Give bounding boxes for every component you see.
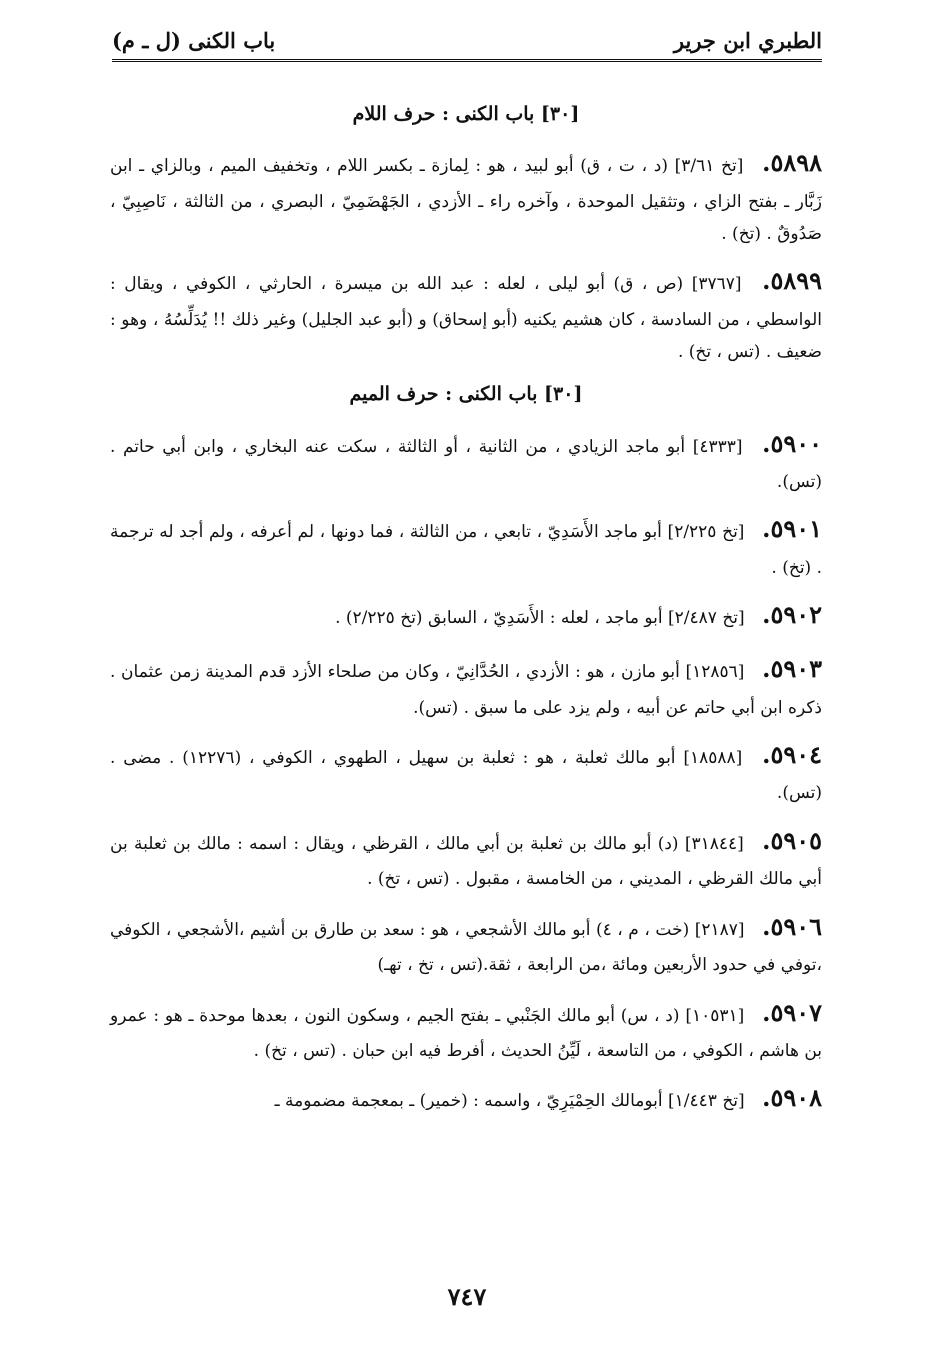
entry-text: [تخ ١/٤٤٣] أبومالك الحِمْيَرِيّ ، واسمه : (خمير) ـ بمعجمة مضمومة ـ	[274, 1091, 745, 1112]
header-book-title: الطبري ابن جرير	[673, 28, 822, 53]
entry	[110, 421, 822, 499]
entry-number: ٥٩٠٢.	[762, 600, 822, 630]
entry	[110, 646, 822, 724]
entry-text: [تخ ٣/٦١] (د ، ت ، ق) أبو لبيد ، هو : لِمازة ـ بكسر اللام ، وتخفيف الميم ، وبالزاي ـ ابن زَبَّار ـ بفتح الزاي ، وتثقيل الموحدة ، وآخره راء ـ الأزدي ، الجَهْضَمِيّ ، البصري ، من الثالثة ، نَاصِبِيّ ، صَدُوقٌ . (تخ) .	[110, 156, 822, 244]
entry-text: [٣١٨٤٤] (د) أبو مالك بن ثعلبة بن أبي مالك ، القرظي ، ويقال : اسمه : مالك بن ثعلبة بن أبي مالك القرظي ، المديني ، من الخامسة ، مقبول . (تس ، تخ) .	[110, 833, 822, 890]
entry-number: ٥٩٠٤.	[762, 739, 823, 769]
entry-number: ٥٩٠٦.	[762, 911, 822, 941]
running-header	[112, 28, 822, 62]
entry	[110, 258, 822, 368]
entry	[110, 990, 822, 1068]
entry-text: [١٢٨٥٦] أبو مازن ، هو : الأزدي ، الحُدَّانِيّ ، وكان من صلحاء الأزد قدم المدينة زمن عثمان . ذكره ابن أبي حاتم عن أبيه ، ولم يزد على ما سبق . (تس).	[110, 661, 822, 718]
entry-number: ٥٩٠٨.	[762, 1083, 822, 1113]
entry	[110, 732, 822, 810]
entry-text: [٣٧٦٧] (ص ، ق) أبو ليلى ، لعله : عبد الله بن ميسرة ، الحارثي ، الكوفي ، ويقال : الواسطي ، من السادسة ، كان هشيم يكنيه (أبو إسحاق) و (أبو عبد الجليل) وغير ذلك !! يُدَلِّسُهُ ، وهو : ضعيف . (تس ، تخ) .	[110, 274, 822, 363]
entry-number: ٥٩٠٣.	[762, 653, 822, 683]
section-title: [٣٠] باب الكنى : حرف الميم	[349, 383, 583, 406]
entry	[110, 1075, 822, 1121]
entry	[110, 904, 822, 982]
entry-text: [١٠٥٣١] (د ، س) أبو مالك الجَنْبي ـ بفتح الجيم ، وسكون النون ، بعدها موحدة ـ هو : عمرو بن هاشم ، الكوفي ، من التاسعة ، لَيِّنُ الحديث ، أفرط فيه ابن حبان . (تس ، تخ) .	[110, 1005, 822, 1062]
entry-number: ٥٩٠١.	[762, 514, 823, 544]
entry	[110, 592, 822, 638]
section-title: [٣٠] باب الكنى : حرف اللام	[352, 103, 580, 125]
entry-number: ٥٨٩٩.	[762, 266, 822, 296]
entry-number: ٥٩٠٠.	[762, 428, 823, 458]
entry	[110, 140, 822, 250]
entry	[110, 506, 822, 584]
entry	[110, 818, 822, 896]
entry-text: [تخ ٢/٤٨٧] أبو ماجد ، لعله : الأَسَدِيّ ، السابق (تخ ٢/٢٢٥) .	[335, 608, 745, 629]
page-content	[110, 96, 822, 1129]
entry-text: [١٨٥٨٨] أبو مالك ثعلبة ، هو : ثعلبة بن سهيل ، الطهوي ، الكوفي ، (١٢٢٧٦) . مضى . (تس).	[110, 747, 822, 804]
entry-number: ٥٨٩٨.	[762, 148, 822, 178]
entry-text: [٢١٨٧] (خت ، م ، ٤) أبو مالك الأشجعي ، هو : سعد بن طارق بن أشيم ،الأشجعي ، الكوفي ،توفي في حدود الأربعين ومائة ،من الرابعة ، ثقة.(تس ، تخ ، تهـ)	[110, 919, 822, 976]
entry-text: [تخ ٢/٢٢٥] أبو ماجد الأَسَدِيّ ، تابعي ، من الثالثة ، فما دونها ، لم أعرفه ، ولم أجد له ترجمة . (تخ) .	[110, 522, 822, 579]
entry-number: ٥٩٠٧.	[762, 997, 823, 1027]
page-number: ٧٤٧	[447, 1282, 487, 1311]
entry-number: ٥٩٠٥.	[762, 825, 823, 855]
header-chapter-title: باب الكنى (ل ـ م)	[112, 28, 276, 53]
entry-text: [٤٣٣٣] أبو ماجد الزيادي ، من الثانية ، أو الثالثة ، سكت عنه البخاري ، وابن أبي حاتم . (تس).	[110, 436, 822, 493]
